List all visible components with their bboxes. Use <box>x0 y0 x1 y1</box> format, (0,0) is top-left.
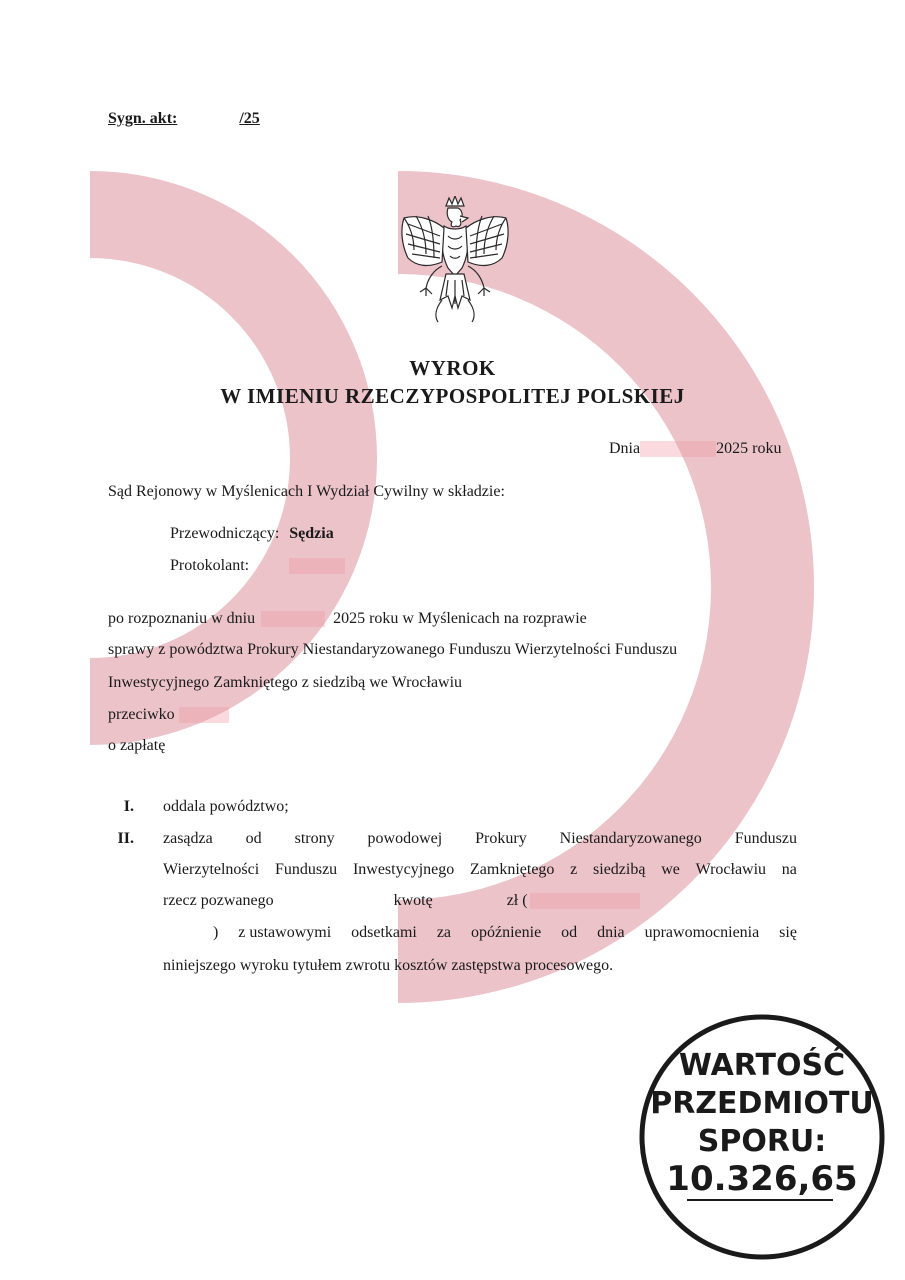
ruling-word: Zamkniętego <box>470 861 555 878</box>
ruling-word: od <box>561 924 578 941</box>
dispute-value-badge <box>637 1012 887 1262</box>
ruling-2-recipient: rzecz pozwanego <box>163 892 274 909</box>
date-prefix: Dnia <box>609 440 641 457</box>
ruling-2-line-4 <box>213 923 797 943</box>
chair-value: Sędzia <box>289 525 334 542</box>
redacted-defendant <box>179 707 229 723</box>
ruling-word: strony <box>294 830 335 847</box>
badge-value: 10.326,65 <box>666 1159 858 1199</box>
ruling-2-currency: zł ( <box>506 892 528 909</box>
proceedings-line-1 <box>108 609 587 629</box>
ruling-word: ) <box>213 924 219 941</box>
against-label: przeciwko <box>108 706 175 723</box>
redacted-hearing-date <box>261 611 325 627</box>
redacted-amount-words <box>530 893 640 909</box>
ruling-2-line-1 <box>163 829 797 849</box>
ruling-word: Funduszu <box>734 830 797 847</box>
chair-line <box>170 524 334 544</box>
ruling-word: opóźnienie <box>470 924 542 941</box>
ruling-word: za <box>436 924 452 941</box>
signature-label: Sygn. akt: <box>108 110 178 127</box>
ruling-word: Funduszu <box>274 861 338 878</box>
ruling-word: Prokury <box>475 830 527 847</box>
proceedings-text-a: po rozpoznaniu w dniu <box>108 610 256 627</box>
ruling-word: Niestandaryzowanego <box>559 830 702 847</box>
redacted-date <box>640 441 716 457</box>
ruling-word: na <box>781 861 797 878</box>
case-signature <box>108 110 260 128</box>
date-line <box>609 439 781 459</box>
ruling-word: powodowej <box>367 830 443 847</box>
proceedings-line-4 <box>108 705 229 725</box>
document-subtitle: W IMIENIU RZECZYPOSPOLITEJ POLSKIEJ <box>220 384 685 408</box>
proceedings-line-3: Inwestycyjnego Zamkniętego z siedzibą we Wrocławiu <box>108 674 463 691</box>
clerk-line <box>170 556 345 576</box>
badge-line-2: PRZEDMIOTU <box>650 1086 874 1121</box>
ruling-word: uprawomocnienia <box>644 924 760 941</box>
ruling-word: się <box>779 924 797 941</box>
proceedings-line-2: sprawy z powództwa Prokury Niestandaryzowanego Funduszu Wierzytelności Funduszu <box>108 641 678 658</box>
ruling-2-amount-label: kwotę <box>393 892 433 909</box>
ruling-word: siedzibą <box>593 861 646 878</box>
court-line: Sąd Rejonowy w Myślenicach I Wydział Cywilny w składzie: <box>108 483 505 500</box>
clerk-label: Protokolant: <box>170 557 250 574</box>
redacted-clerk <box>289 558 345 574</box>
ruling-word: dnia <box>597 924 625 941</box>
ruling-word: z ustawowymi <box>238 924 332 941</box>
badge-line-3: SPORU: <box>697 1124 827 1159</box>
chair-label: Przewodniczący: <box>170 525 280 542</box>
document-title: WYROK <box>409 356 496 380</box>
ruling-word: z <box>570 861 578 878</box>
ruling-word: we <box>661 861 680 878</box>
proceedings-text-b: 2025 roku w Myślenicach na rozprawie <box>333 610 587 627</box>
polish-eagle-emblem-icon <box>396 196 514 324</box>
proceedings-line-5: o zapłatę <box>108 737 166 754</box>
ruling-word: odsetkami <box>351 924 417 941</box>
ruling-word: Wrocławiu <box>695 861 767 878</box>
ruling-1-text: oddala powództwo; <box>163 798 289 815</box>
ruling-2-line-2 <box>163 860 797 880</box>
ruling-word: Wierzytelności <box>163 861 260 878</box>
ruling-word: od <box>245 830 262 847</box>
signature-suffix: /25 <box>239 110 260 127</box>
ruling-word: zasądza <box>163 830 213 847</box>
badge-line-1: WARTOŚĆ <box>678 1048 846 1083</box>
ruling-2-line-5: niniejszego wyroku tytułem zwrotu kosztów zastępstwa procesowego. <box>163 957 614 974</box>
ruling-2-number: II. <box>117 830 134 847</box>
ruling-word: Inwestycyjnego <box>352 861 455 878</box>
date-suffix: 2025 roku <box>716 440 782 457</box>
ruling-2-line-3 <box>163 891 640 911</box>
ruling-1-number: I. <box>123 798 134 815</box>
